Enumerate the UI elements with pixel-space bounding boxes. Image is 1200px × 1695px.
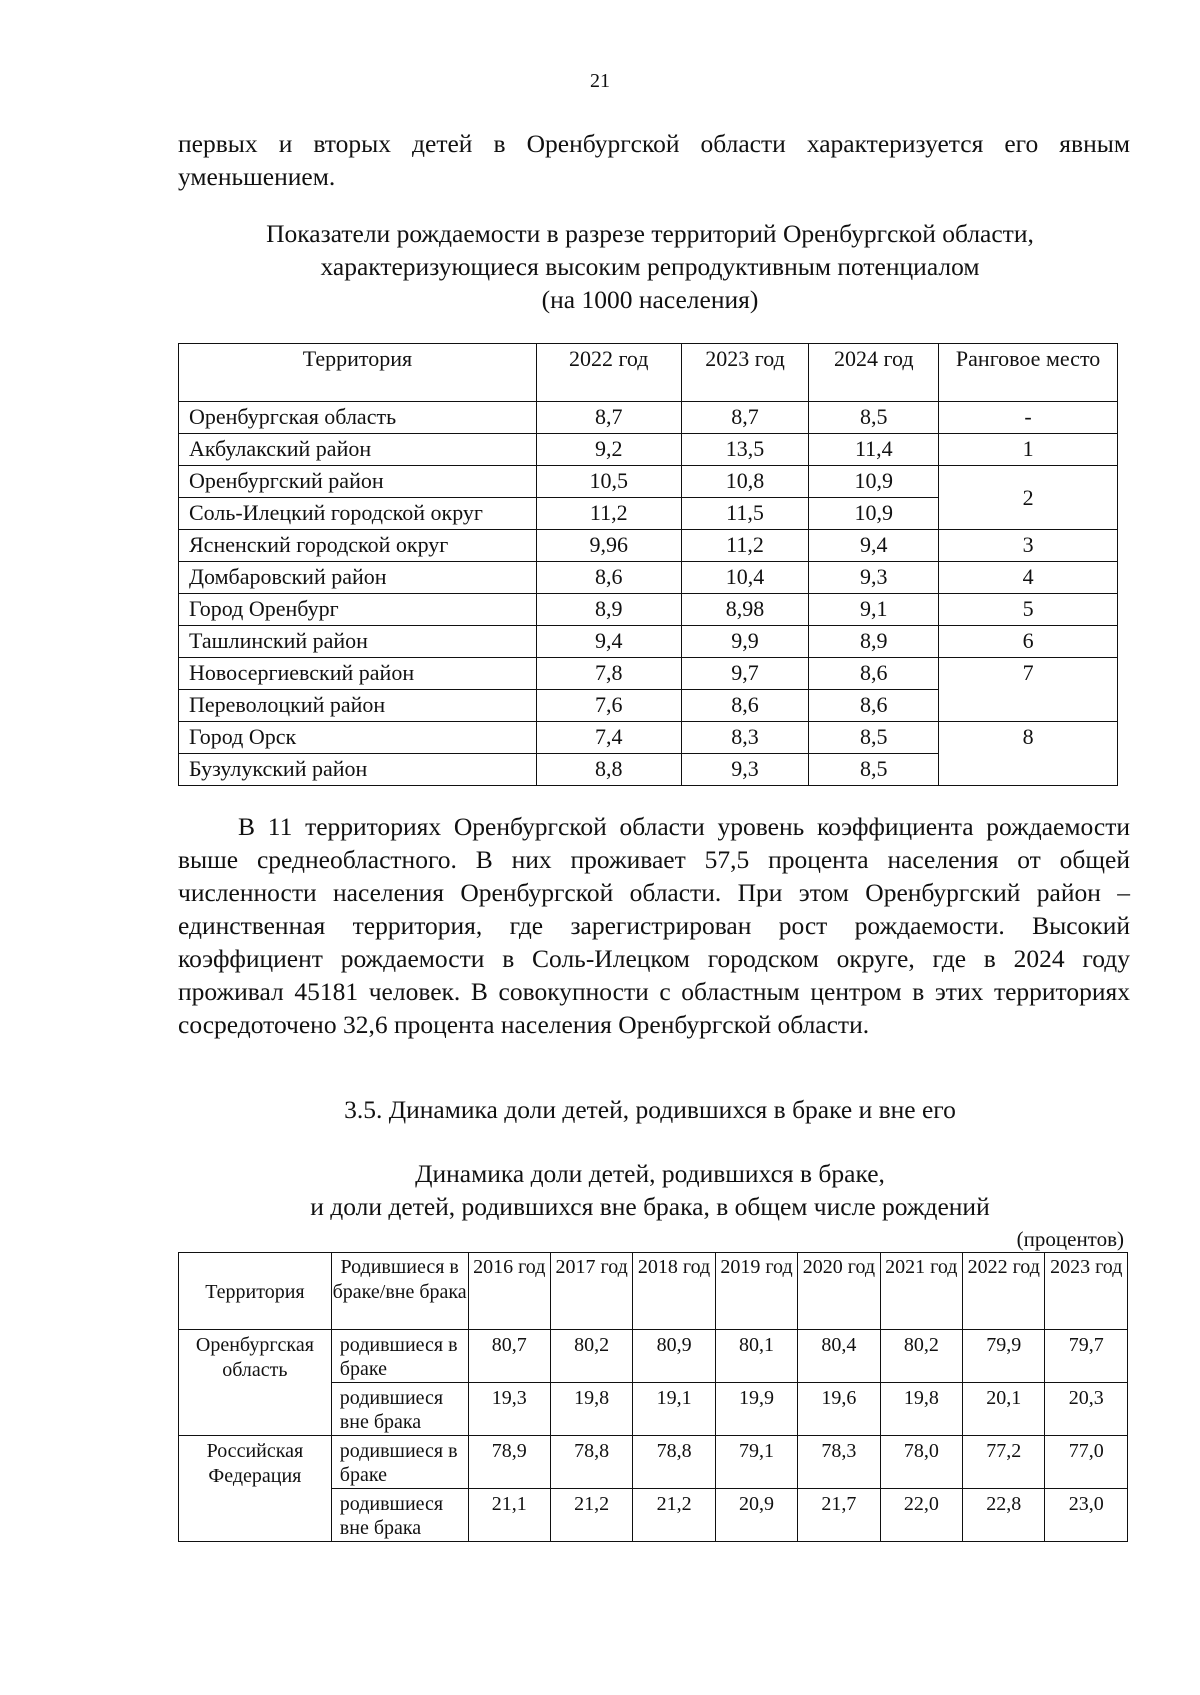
- rank-value: 4: [939, 562, 1118, 594]
- header-rank: Ранговое место: [939, 344, 1118, 402]
- value-2022: 9,4: [536, 626, 681, 658]
- value-cell: 22,0: [880, 1489, 962, 1542]
- table1-caption-line-1: Показатели рождаемости в разрезе территорий Оренбургской области,: [266, 219, 1034, 248]
- value-2022: 8,6: [536, 562, 681, 594]
- header-2023: 2023 год: [681, 344, 809, 402]
- table-row: [179, 1330, 1128, 1383]
- rank-value: 5: [939, 594, 1118, 626]
- table-header-row: [179, 1253, 1128, 1330]
- page-number: 21: [590, 70, 610, 92]
- category-label: родившиеся вне брака: [331, 1489, 468, 1542]
- value-2024: 8,5: [809, 754, 939, 786]
- marital-births-table: [178, 1252, 1128, 1542]
- value-cell: 79,1: [715, 1436, 797, 1489]
- table1-caption-line-3: (на 1000 населения): [541, 285, 759, 314]
- value-2024: 10,9: [809, 498, 939, 530]
- value-2024: 11,4: [809, 434, 939, 466]
- value-cell: 19,3: [468, 1383, 550, 1436]
- unit-label: (процентов): [1016, 1227, 1124, 1251]
- table-row: [179, 562, 1118, 594]
- value-2024: 9,4: [809, 530, 939, 562]
- value-cell: 21,1: [468, 1489, 550, 1542]
- territory-name: Бузулукский район: [179, 754, 537, 786]
- value-cell: 19,9: [715, 1383, 797, 1436]
- territory-name: Домбаровский район: [179, 562, 537, 594]
- value-cell: 23,0: [1045, 1489, 1128, 1542]
- value-2024: 10,9: [809, 466, 939, 498]
- value-2022: 9,96: [536, 530, 681, 562]
- value-2023: 10,4: [681, 562, 809, 594]
- value-cell: 80,2: [880, 1330, 962, 1383]
- intro-text: первых и вторых детей в Оренбургской области характеризуется его явным уменьшением.: [178, 129, 1130, 191]
- value-2024: 8,6: [809, 690, 939, 722]
- header-category: Родившиеся в браке/вне брака: [331, 1253, 468, 1330]
- value-cell: 80,1: [715, 1330, 797, 1383]
- value-cell: 80,9: [633, 1330, 715, 1383]
- value-2023: 11,2: [681, 530, 809, 562]
- rank-value: 1: [939, 434, 1118, 466]
- header-year: 2016 год: [468, 1253, 550, 1330]
- value-cell: 80,4: [798, 1330, 880, 1383]
- territory-name: Ташлинский район: [179, 626, 537, 658]
- territory-name: Переволоцкий район: [179, 690, 537, 722]
- rank-value: 2: [939, 466, 1118, 530]
- value-cell: 78,3: [798, 1436, 880, 1489]
- value-2024: 8,5: [809, 402, 939, 434]
- territory-name: Новосергиевский район: [179, 658, 537, 690]
- table1-caption-line-2: характеризующиеся высоким репродуктивным потенциалом: [320, 252, 980, 281]
- category-label: родившиеся в браке: [331, 1436, 468, 1489]
- intro-paragraph: [178, 127, 1130, 193]
- table2-caption-line-2: и доли детей, родившихся вне брака, в общем числе рождений: [310, 1192, 990, 1221]
- analysis-paragraph: [178, 810, 1130, 1041]
- rank-value: 3: [939, 530, 1118, 562]
- value-cell: 80,2: [550, 1330, 632, 1383]
- value-2023: 8,6: [681, 690, 809, 722]
- value-cell: 21,7: [798, 1489, 880, 1542]
- value-2023: 8,98: [681, 594, 809, 626]
- value-2022: 9,2: [536, 434, 681, 466]
- value-2023: 8,3: [681, 722, 809, 754]
- value-2023: 10,8: [681, 466, 809, 498]
- value-2023: 9,9: [681, 626, 809, 658]
- category-label: родившиеся в браке: [331, 1330, 468, 1383]
- header-year: 2021 год: [880, 1253, 962, 1330]
- header-year: 2020 год: [798, 1253, 880, 1330]
- table-row: [179, 434, 1118, 466]
- value-2023: 11,5: [681, 498, 809, 530]
- header-year: 2023 год: [1045, 1253, 1128, 1330]
- value-cell: 21,2: [633, 1489, 715, 1542]
- value-2023: 9,3: [681, 754, 809, 786]
- header-year: 2017 год: [550, 1253, 632, 1330]
- value-cell: 77,2: [963, 1436, 1045, 1489]
- rank-value: 7: [939, 658, 1118, 722]
- value-2022: 10,5: [536, 466, 681, 498]
- table-row: [179, 466, 1118, 498]
- value-cell: 19,8: [880, 1383, 962, 1436]
- value-2023: 8,7: [681, 402, 809, 434]
- rank-value: 8: [939, 722, 1118, 786]
- territory-name: Оренбургский район: [179, 466, 537, 498]
- category-label: родившиеся вне брака: [331, 1383, 468, 1436]
- table2-caption: [170, 1157, 1130, 1223]
- value-cell: 19,8: [550, 1383, 632, 1436]
- analysis-text: В 11 территориях Оренбургской области уровень коэффициента рождаемости выше среднеобластного. В них проживает 57,5 процента населения от общей численности населения Оренбургской области. При этом Оренбургский район – единственная территория, где зарегистрирован рост рождаемости. Высокий коэффициент рождаемости в Соль-Илецком городском округе, где в 2024 году проживал 45181 человек. В совокупности с областным центром в этих территориях сосредоточено 32,6 процента населения Оренбургской области.: [178, 812, 1130, 1039]
- value-cell: 79,9: [963, 1330, 1045, 1383]
- table-header-row: [179, 344, 1118, 402]
- value-cell: 78,9: [468, 1436, 550, 1489]
- table-row: [179, 658, 1118, 690]
- table-row: [179, 594, 1118, 626]
- rank-value: 6: [939, 626, 1118, 658]
- territory-name: Город Орск: [179, 722, 537, 754]
- table-row: [179, 402, 1118, 434]
- rank-value: -: [939, 402, 1118, 434]
- table-row: [179, 1436, 1128, 1489]
- table-row: [179, 626, 1118, 658]
- territory-name: Соль-Илецкий городской округ: [179, 498, 537, 530]
- value-cell: 77,0: [1045, 1436, 1128, 1489]
- header-territory: Территория: [179, 344, 537, 402]
- territory-name: Ясненский городской округ: [179, 530, 537, 562]
- table-row: [179, 722, 1118, 754]
- value-cell: 20,9: [715, 1489, 797, 1542]
- value-2024: 8,9: [809, 626, 939, 658]
- value-cell: 20,1: [963, 1383, 1045, 1436]
- value-cell: 78,8: [633, 1436, 715, 1489]
- value-cell: 22,8: [963, 1489, 1045, 1542]
- value-2022: 11,2: [536, 498, 681, 530]
- header-year: 2018 год: [633, 1253, 715, 1330]
- territory-name: Город Оренбург: [179, 594, 537, 626]
- table1-caption: [170, 217, 1130, 316]
- value-2022: 8,8: [536, 754, 681, 786]
- territory-name: Оренбургская область: [179, 402, 537, 434]
- value-cell: 20,3: [1045, 1383, 1128, 1436]
- header-2024: 2024 год: [809, 344, 939, 402]
- value-cell: 79,7: [1045, 1330, 1128, 1383]
- value-2023: 13,5: [681, 434, 809, 466]
- value-2024: 8,5: [809, 722, 939, 754]
- header-2022: 2022 год: [536, 344, 681, 402]
- territory-name: Оренбургская область: [179, 1330, 332, 1436]
- header-territory: Территория: [179, 1253, 332, 1330]
- section-heading: 3.5. Динамика доли детей, родившихся в браке и вне его: [344, 1095, 956, 1124]
- value-2022: 7,6: [536, 690, 681, 722]
- table2-caption-line-1: Динамика доли детей, родившихся в браке,: [415, 1159, 885, 1188]
- header-year: 2019 год: [715, 1253, 797, 1330]
- table-row: [179, 530, 1118, 562]
- value-2023: 9,7: [681, 658, 809, 690]
- birth-rate-table: [178, 343, 1118, 786]
- value-2022: 7,4: [536, 722, 681, 754]
- territory-name: Акбулакский район: [179, 434, 537, 466]
- value-cell: 19,1: [633, 1383, 715, 1436]
- value-2024: 9,3: [809, 562, 939, 594]
- value-cell: 21,2: [550, 1489, 632, 1542]
- value-2022: 8,9: [536, 594, 681, 626]
- territory-name: Российская Федерация: [179, 1436, 332, 1542]
- value-cell: 78,0: [880, 1436, 962, 1489]
- value-cell: 78,8: [550, 1436, 632, 1489]
- value-2022: 8,7: [536, 402, 681, 434]
- value-cell: 19,6: [798, 1383, 880, 1436]
- header-year: 2022 год: [963, 1253, 1045, 1330]
- value-2024: 9,1: [809, 594, 939, 626]
- value-cell: 80,7: [468, 1330, 550, 1383]
- value-2024: 8,6: [809, 658, 939, 690]
- value-2022: 7,8: [536, 658, 681, 690]
